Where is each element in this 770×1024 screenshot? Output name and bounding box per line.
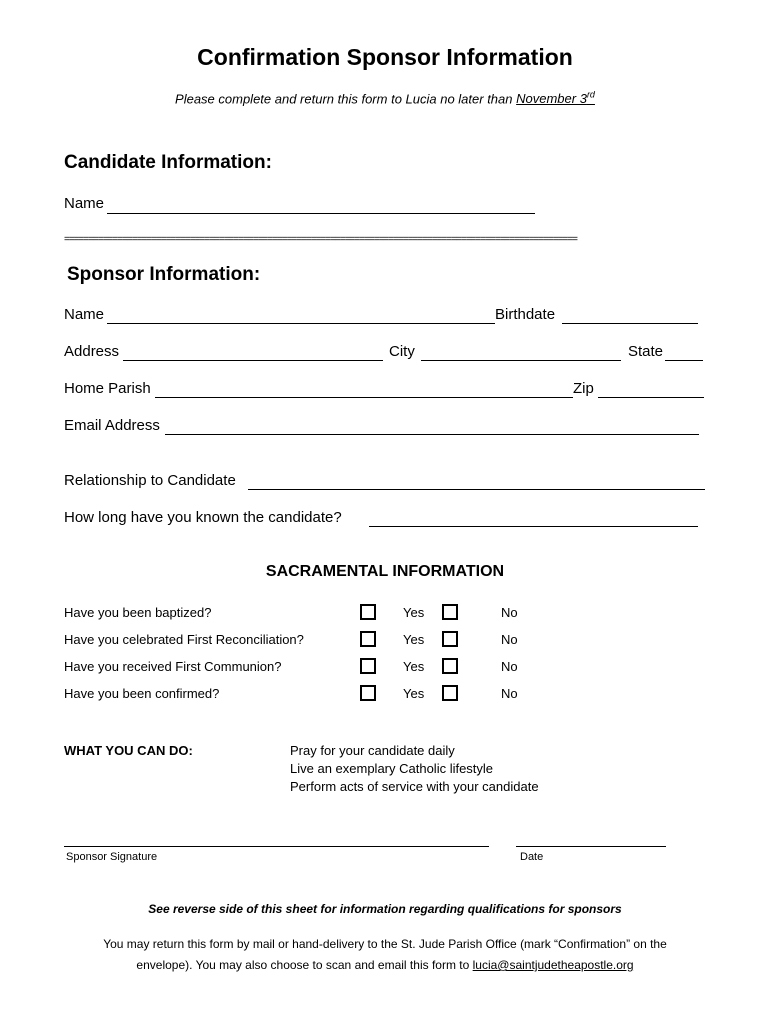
sponsor-name-label: Name xyxy=(64,306,105,323)
known-duration-field[interactable] xyxy=(369,526,698,527)
reconciliation-no-checkbox[interactable] xyxy=(442,631,458,647)
zip-label: Zip xyxy=(573,380,594,397)
return-instructions xyxy=(70,934,700,976)
confirmed-no-checkbox[interactable] xyxy=(442,685,458,701)
no-label: No xyxy=(501,659,518,674)
sponsor-heading: Sponsor Information: xyxy=(67,264,261,285)
due-date xyxy=(516,91,595,106)
city-label: City xyxy=(389,343,415,360)
email-label: Email Address xyxy=(64,417,160,434)
sponsor-signature-label: Sponsor Signature xyxy=(66,851,158,863)
yes-label: Yes xyxy=(403,686,425,701)
candidate-name-field[interactable] xyxy=(107,213,535,214)
sponsor-signature-field[interactable] xyxy=(64,846,489,847)
communion-yes-checkbox[interactable] xyxy=(360,658,376,674)
reverse-side-note: See reverse side of this sheet for information regarding qualifications for sponsors xyxy=(148,902,622,916)
reconciliation-yes-checkbox[interactable] xyxy=(360,631,376,647)
due-date-suffix: rd xyxy=(586,90,595,100)
list-item: Pray for your candidate daily xyxy=(290,743,455,758)
address-label: Address xyxy=(64,343,120,360)
question-reconciliation: Have you celebrated First Reconciliation? xyxy=(64,632,304,647)
return-instructions-line1: You may return this form by mail or hand-delivery to the St. Jude Parish Office (mark “Confirmation” on the xyxy=(103,937,667,951)
confirmed-yes-checkbox[interactable] xyxy=(360,685,376,701)
list-item: Live an exemplary Catholic lifestyle xyxy=(290,761,494,776)
address-field[interactable] xyxy=(123,360,383,361)
relationship-label: Relationship to Candidate xyxy=(64,472,236,489)
state-label: State xyxy=(628,343,664,360)
state-field[interactable] xyxy=(665,360,703,361)
question-confirmed: Have you been confirmed? xyxy=(64,686,220,701)
candidate-name-label: Name xyxy=(64,195,105,212)
zip-field[interactable] xyxy=(598,397,704,398)
communion-no-checkbox[interactable] xyxy=(442,658,458,674)
return-instructions-line2 xyxy=(70,955,700,976)
candidate-heading: Candidate Information: xyxy=(64,152,272,173)
relationship-field[interactable] xyxy=(248,489,705,490)
sacramental-heading: SACRAMENTAL INFORMATION xyxy=(265,563,505,580)
known-duration-label: How long have you known the candidate? xyxy=(64,509,342,526)
return-instructions-text: envelope). You may also choose to scan and email this form to xyxy=(136,958,473,972)
subtitle-text: Please complete and return this form to Lucia no later than xyxy=(175,91,517,107)
yes-label: Yes xyxy=(403,659,425,674)
question-communion: Have you received First Communion? xyxy=(64,659,282,674)
section-divider: ========================================================================================================== xyxy=(64,234,578,245)
birthdate-field[interactable] xyxy=(562,323,698,324)
birthdate-label: Birthdate xyxy=(495,306,556,323)
page-title: Confirmation Sponsor Information xyxy=(197,44,573,70)
due-date-text: November 3 xyxy=(516,91,587,107)
question-baptized: Have you been baptized? xyxy=(64,605,212,620)
home-parish-field[interactable] xyxy=(155,397,573,398)
what-you-can-do-heading: WHAT YOU CAN DO: xyxy=(64,743,193,758)
home-parish-label: Home Parish xyxy=(64,380,151,397)
yes-label: Yes xyxy=(403,605,425,620)
city-field[interactable] xyxy=(421,360,621,361)
date-label: Date xyxy=(520,851,544,863)
what-you-can-do-list xyxy=(290,742,539,796)
no-label: No xyxy=(501,605,518,620)
sponsor-name-field[interactable] xyxy=(107,323,495,324)
list-item: Perform acts of service with your candidate xyxy=(290,779,539,794)
date-field[interactable] xyxy=(516,846,666,847)
no-label: No xyxy=(501,686,518,701)
baptized-yes-checkbox[interactable] xyxy=(360,604,376,620)
form-subtitle xyxy=(0,90,770,106)
no-label: No xyxy=(501,632,518,647)
yes-label: Yes xyxy=(403,632,425,647)
email-link[interactable]: lucia@saintjudetheapostle.org xyxy=(472,958,634,972)
baptized-no-checkbox[interactable] xyxy=(442,604,458,620)
email-field[interactable] xyxy=(165,434,699,435)
